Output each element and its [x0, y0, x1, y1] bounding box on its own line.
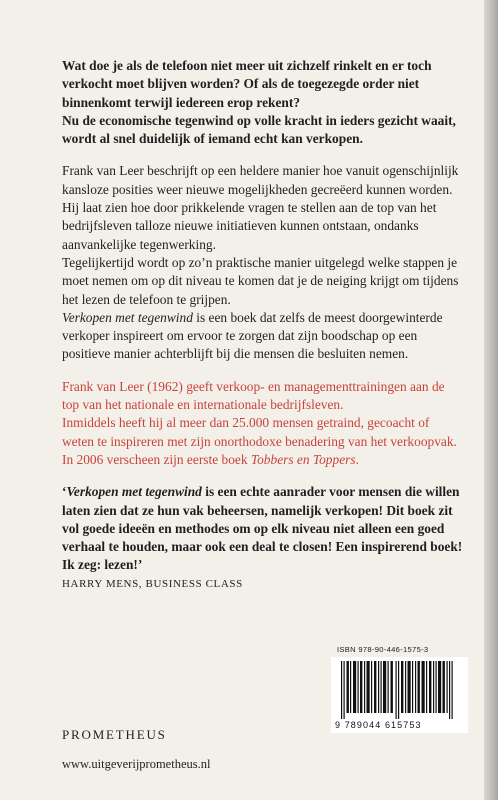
- publisher-website[interactable]: www.uitgeverijprometheus.nl: [62, 757, 211, 771]
- isbn-digits: 9 789044 615753: [331, 719, 468, 733]
- review-quote: ‘Verkopen met tegenwind is een echte aanrader voor mensen die willen laten zien dat ze hun vak beheersen, namelijk verkopen! Dit boek zit vol goede ideeën en methodes om op elk niveau niet alleen een goed verhaal te houden, maar ook een deal te closen! Een inspirerend boek! Ik zeg: lezen!’: [62, 484, 463, 573]
- first-book-title: Tobbers en Toppers: [250, 451, 356, 467]
- author-bio-paragraph-1: Frank van Leer (1962) geeft verkoop- en managementtrainingen aan de top van het nationale en internationale bedrijfsleven.: [62, 378, 445, 413]
- isbn-label: ISBN 978-90-446-1575-3: [337, 645, 429, 654]
- author-bio-paragraph-2: Inmiddels heeft hij al meer dan 25.000 mensen getraind, gecoacht of weten te inspireren met zijn onorthodoxe benadering van het verkoopvak. In 2006 verscheen zijn eerste boek: [62, 415, 457, 467]
- barcode-icon: [337, 661, 462, 719]
- intro-paragraph: [62, 57, 464, 148]
- isbn-barcode-block: [331, 645, 468, 733]
- review-attribution: HARRY MENS, BUSINESS CLASS: [62, 577, 243, 590]
- publisher-logo: PROMETHEUS: [62, 727, 167, 742]
- description-paragraph-3: Verkopen met tegenwind is een boek dat zelfs de meest doorgewinterde verkoper inspireert om ervoor te zorgen dat zijn boodschap op een positieve manier achterblijft bij die mensen die besluiten nemen.: [62, 309, 443, 362]
- description-paragraph-2: Tegelijkertijd wordt op zo’n praktische manier uitgelegd welke stappen je moet nemen om op dit niveau te komen dat je de neiging krijgt om tijdens het lezen de telefoon te grijpen.: [62, 254, 459, 307]
- review-book-title: Verkopen met tegenwind: [66, 484, 202, 500]
- book-title: Verkopen met tegenwind: [62, 309, 193, 325]
- cover-text: [62, 57, 464, 593]
- page-edge: [484, 0, 498, 800]
- intro-statement: Nu de economische tegenwind op volle kracht in ieders gezicht waait, wordt al snel duidelijk of iemand echt kan verkopen.: [62, 112, 456, 147]
- description-paragraph-1: Frank van Leer beschrijft op een heldere manier hoe vanuit ogenschijnlijk kansloze posities weer nieuwe mogelijkheden gecreëerd kunnen worden. Hij laat zien hoe door prikkelende vragen te stellen aan de top van het bedrijfsleven talloze nieuwe initiatieven kunnen ontstaan, ondanks aanvankelijke tegenwerking.: [62, 163, 459, 252]
- author-bio: Frank van Leer (1962) geeft verkoop- en managementtrainingen aan de top van het nationale en internationale bedrijfsleven. Inmiddels heeft hij al meer dan 25.000 mensen getraind, gecoacht of weten te inspireren met zijn onorthodoxe benadering van het verkoopvak. In 2006 verscheen zijn eerste boek Tobbers en Toppers.: [62, 378, 457, 467]
- intro-question: Wat doe je als de telefoon niet meer uit zichzelf rinkelt en er toch verkocht moet blijven worden? Of als de toegezegde order niet binnenkomt terwijl iedereen erop rekent?: [62, 58, 432, 110]
